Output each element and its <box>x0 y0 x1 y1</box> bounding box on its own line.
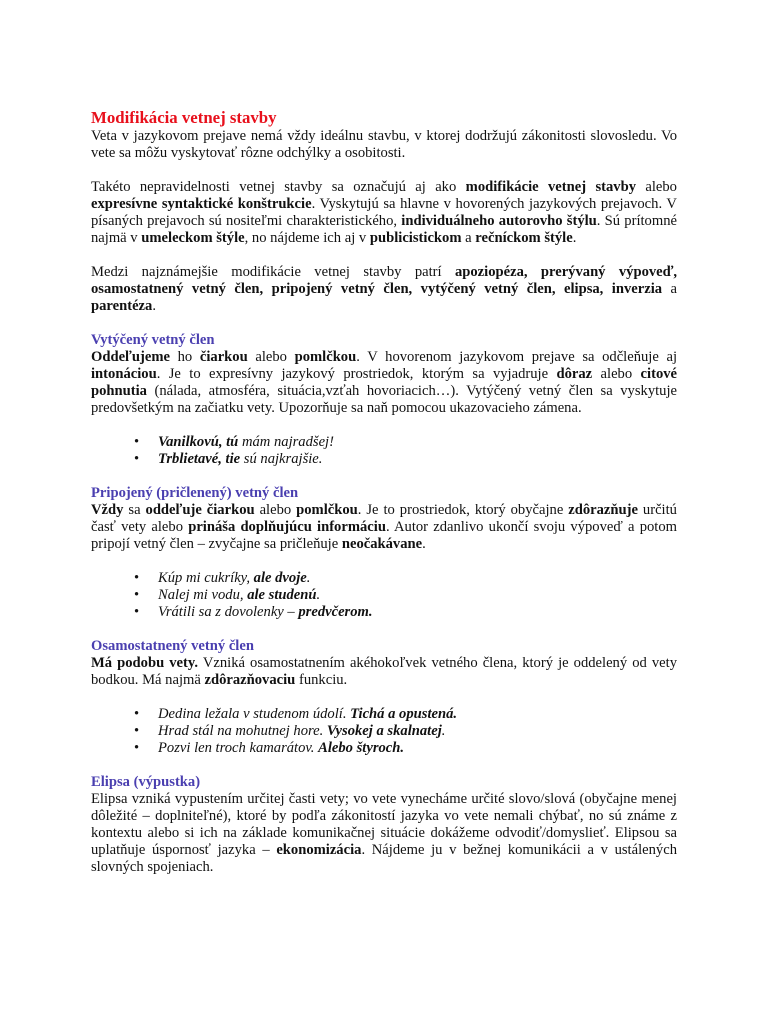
bold-term: neočakávane <box>341 536 423 552</box>
section-paragraph-vytyceny <box>91 349 677 417</box>
text-span: . Autor zdanlivo ukončí svoju výpoveď a potom pripojí vetný člen – zvyčajne sa pričleňuje <box>91 519 677 552</box>
bold-term: predvčerom. <box>298 604 373 620</box>
text-span: . <box>152 298 156 314</box>
intro-text: Veta v jazykovom prejave nemá vždy ideálnu stavbu, v ktorej dodržujú zákonitosti slovosledu. Vo vete sa môžu vyskytovať rôzne odchýlky a osobitosti. <box>91 128 677 161</box>
section-paragraph-osamostatneny <box>91 655 677 689</box>
text-span: . <box>316 587 321 603</box>
bold-term: oddeľuje čiarkou <box>145 502 255 518</box>
bold-term: Vanilkovú, tú <box>158 434 239 450</box>
bold-term: pomlčkou <box>296 502 358 518</box>
text-span: Vrátili sa z dovolenky – <box>158 604 299 620</box>
section-heading-elipsa: Elipsa (výpustka) <box>91 774 201 790</box>
text-span: alebo <box>247 349 295 365</box>
bold-term: publicistickom <box>369 230 462 246</box>
list-item <box>91 587 677 604</box>
bold-term: apoziopéza, prerývaný výpoveď, osamostatnený vetný člen, pripojený vetný člen, vytýčený vetný člen, elipsa, inverzia <box>91 264 677 297</box>
bold-term: Alebo štyroch. <box>318 740 405 756</box>
example-list-pripojeny <box>91 570 677 621</box>
bold-term: Vždy <box>91 502 124 518</box>
example-list-osamostatneny <box>91 706 677 757</box>
bold-term: pomlčkou <box>294 349 357 365</box>
text-span: Elipsa vzniká vypustením určitej časti vety; vo vete vynecháme určité slovo/slová (obyčajne menej dôležité – doplniteľné), ktoré by podľa zákonitostí jazyka vo vete nemali chýbať, no sú známe z kontextu alebo si ich na základe komunikačnej situácie dokážeme odvodiť/domyslieť. Elipsou sa uplatňuje úspornosť jazyka – <box>91 791 677 858</box>
paragraph-definition <box>91 179 677 247</box>
list-item <box>91 740 677 757</box>
bold-term: Oddeľujeme <box>91 349 170 365</box>
bold-term: čiarkou <box>199 349 248 365</box>
text-span: sa <box>123 502 146 518</box>
bold-term: modifikácie vetnej stavby <box>465 179 636 195</box>
bold-term: zdôrazňovaciu <box>204 672 296 688</box>
text-span: funkciu. <box>295 672 348 688</box>
intro-paragraph <box>91 128 677 162</box>
text-span: alebo <box>636 179 677 195</box>
bold-term: Má podobu vety. <box>91 655 199 671</box>
text-span: určitú časť vety alebo <box>91 502 677 535</box>
list-item <box>91 570 677 587</box>
text-span: . <box>441 723 446 739</box>
bold-term: ekonomizácia <box>276 842 362 858</box>
list-item <box>91 706 677 723</box>
text-span: Vzniká osamostatnením akéhokoľvek vetného člena, ktorý je oddelený od vety bodkou. Má najmä <box>91 655 677 688</box>
text-span: . V hovorenom jazykovom prejave sa odčleňuje aj <box>356 349 678 365</box>
section-paragraph-elipsa <box>91 791 677 876</box>
bold-term: Vysokej a skalnatej <box>326 723 442 739</box>
bold-term: dôraz <box>556 366 593 382</box>
bold-term: expresívne syntaktické konštrukcie <box>91 196 312 212</box>
list-item <box>91 723 677 740</box>
section-heading-vytyceny: Vytýčený vetný člen <box>91 332 215 348</box>
text-span: . Je to expresívny jazykový prostriedok, ktorým sa vyjadruje <box>156 366 557 382</box>
text-span: , no nájdeme ich aj v <box>244 230 370 246</box>
bold-term: Tichá a opustená. <box>350 706 458 722</box>
text-span: Takéto nepravidelnosti vetnej stavby sa označujú aj ako <box>91 179 466 195</box>
text-span: . Nájdeme ju v bežnej komunikácii a v ustálených slovných spojeniach. <box>91 842 677 875</box>
text-span: . Je to prostriedok, ktorý obyčajne <box>357 502 569 518</box>
document-page <box>91 108 677 876</box>
text-span: a <box>662 281 677 297</box>
text-span: alebo <box>254 502 297 518</box>
text-span: Dedina ležala v studenom údolí. <box>158 706 351 722</box>
text-span: mám najradšej! <box>238 434 334 450</box>
bold-term: ale studenú <box>247 587 317 603</box>
bold-term: ale dvoje <box>253 570 307 586</box>
text-span: Pozvi len troch kamarátov. <box>158 740 319 756</box>
list-item <box>91 604 677 621</box>
bold-term: rečníckom štýle <box>475 230 573 246</box>
text-span: ho <box>170 349 200 365</box>
bold-term: parentéza <box>91 298 153 314</box>
example-list-vytyceny <box>91 434 677 468</box>
text-span: alebo <box>592 366 641 382</box>
paragraph-list-of-modifications <box>91 264 677 315</box>
bold-term: Trblietavé, tie <box>158 451 241 467</box>
text-span: (nálada, atmosféra, situácia,vzťah hovoriacich…). Vytýčený vetný člen sa vyskytuje predovšetkým na začiatku vety. Upozorňuje sa naň pomocou ukazovacieho zámena. <box>91 383 677 416</box>
section-heading-osamostatneny: Osamostatnený vetný člen <box>91 638 254 654</box>
bold-term: citové pohnutia <box>91 366 678 399</box>
section-paragraph-pripojeny <box>91 502 677 553</box>
text-span: sú najkrajšie. <box>240 451 323 467</box>
list-item <box>91 434 677 451</box>
text-span: Hrad stál na mohutnej hore. <box>158 723 327 739</box>
text-span: . Vyskytujú sa hlavne v hovorených jazykových prejavoch. V písaných prejavoch sú nositeľmi charakteristického, <box>91 196 677 229</box>
text-span: . <box>422 536 426 552</box>
text-span: . Sú prítomné najmä v <box>91 213 677 246</box>
text-span: Medzi najznámejšie modifikácie vetnej stavby patrí <box>91 264 455 280</box>
section-heading-pripojeny: Pripojený (pričlenený) vetný člen <box>91 485 299 501</box>
text-span: . <box>306 570 311 586</box>
bold-term: umeleckom štýle <box>141 230 245 246</box>
text-span: Kúp mi cukríky, <box>158 570 254 586</box>
bold-term: individuálneho autorovho štýlu <box>401 213 597 229</box>
text-span: . <box>572 230 577 246</box>
document-title: Modifikácia vetnej stavby <box>91 108 277 127</box>
bold-term: intonáciou <box>91 366 157 382</box>
text-span: a <box>461 230 476 246</box>
list-item <box>91 451 677 468</box>
text-span: Nalej mi vodu, <box>158 587 248 603</box>
bold-term: zdôrazňuje <box>568 502 638 518</box>
bold-term: prináša doplňujúcu informáciu <box>188 519 386 535</box>
